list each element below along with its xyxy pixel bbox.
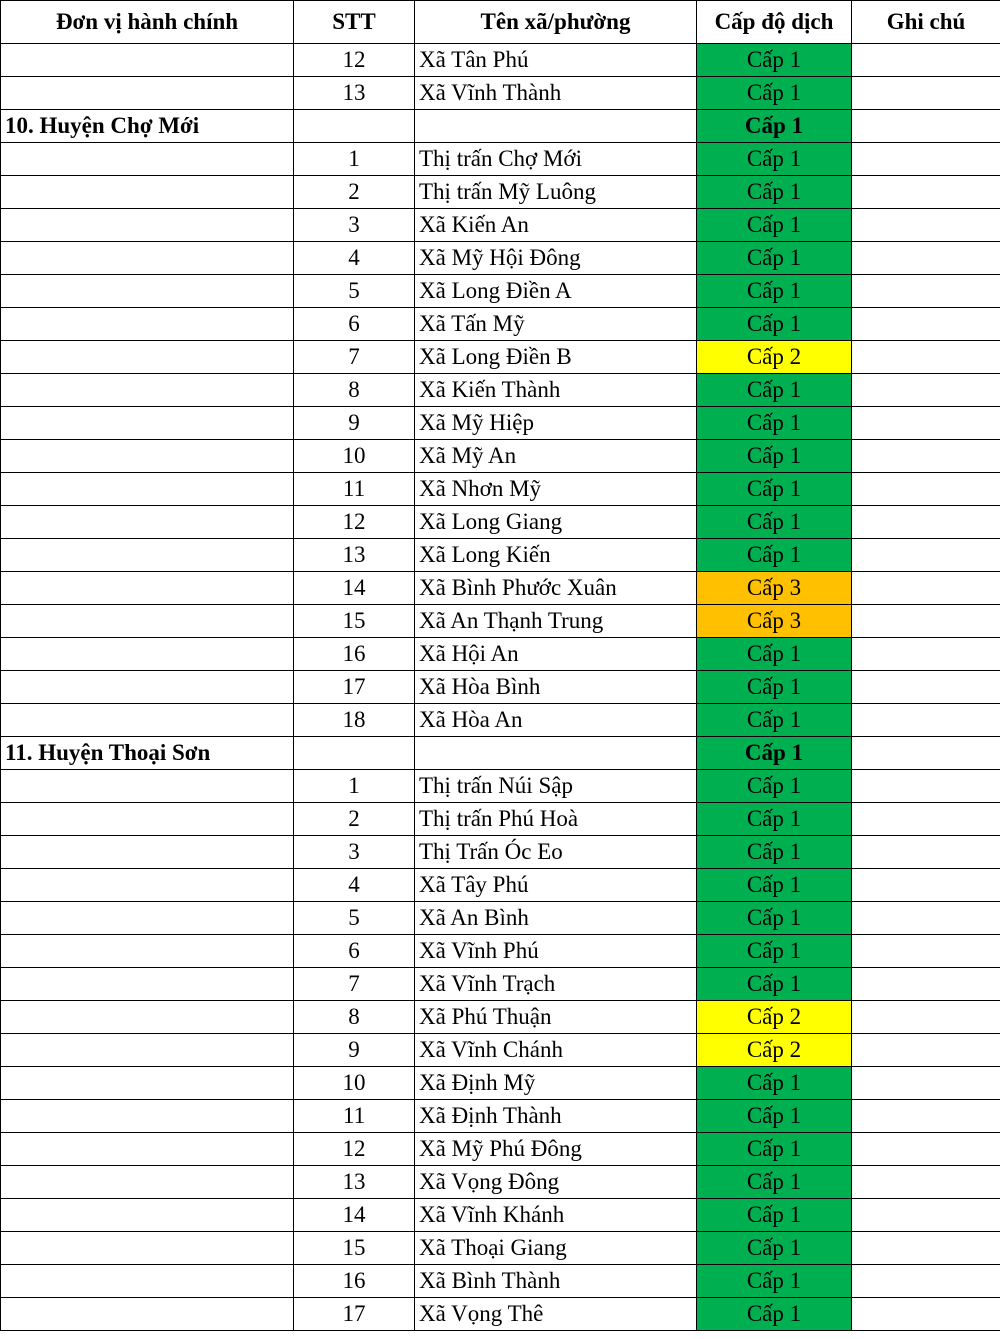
name-cell	[415, 110, 697, 143]
unit-cell	[1, 638, 294, 671]
name-cell	[415, 737, 697, 770]
level-cell: Cấp 1	[697, 902, 852, 935]
table-row	[1, 1100, 1000, 1133]
unit-cell	[1, 605, 294, 638]
stt-cell: 7	[294, 968, 415, 1001]
unit-cell: 10. Huyện Chợ Mới	[1, 110, 294, 143]
header-stt: STT	[294, 1, 415, 44]
stt-cell	[294, 110, 415, 143]
unit-cell	[1, 1199, 294, 1232]
name-cell: Xã Vĩnh Chánh	[415, 1034, 697, 1067]
table-body	[1, 44, 1000, 1331]
name-cell: Xã An Thạnh Trung	[415, 605, 697, 638]
note-cell	[852, 770, 1000, 803]
unit-cell	[1, 407, 294, 440]
stt-cell: 1	[294, 143, 415, 176]
note-cell	[852, 275, 1000, 308]
level-cell: Cấp 1	[697, 803, 852, 836]
unit-cell	[1, 539, 294, 572]
unit-cell	[1, 44, 294, 77]
table-row	[1, 836, 1000, 869]
table-row	[1, 341, 1000, 374]
level-cell: Cấp 1	[697, 1067, 852, 1100]
level-cell: Cấp 1	[697, 770, 852, 803]
name-cell: Xã Tấn Mỹ	[415, 308, 697, 341]
table-row	[1, 902, 1000, 935]
level-cell: Cấp 3	[697, 572, 852, 605]
name-cell: Xã Định Thành	[415, 1100, 697, 1133]
unit-cell	[1, 275, 294, 308]
table-row	[1, 605, 1000, 638]
note-cell	[852, 968, 1000, 1001]
note-cell	[852, 1100, 1000, 1133]
table-row	[1, 1298, 1000, 1331]
name-cell: Thị trấn Phú Hoà	[415, 803, 697, 836]
stt-cell: 13	[294, 77, 415, 110]
name-cell: Thị trấn Mỹ Luông	[415, 176, 697, 209]
note-cell	[852, 143, 1000, 176]
note-cell	[852, 638, 1000, 671]
stt-cell: 16	[294, 638, 415, 671]
level-cell: Cấp 1	[697, 1232, 852, 1265]
note-cell	[852, 1199, 1000, 1232]
unit-cell	[1, 1265, 294, 1298]
level-cell: Cấp 2	[697, 1001, 852, 1034]
header-note: Ghi chú	[852, 1, 1000, 44]
unit-cell	[1, 308, 294, 341]
note-cell	[852, 572, 1000, 605]
level-cell: Cấp 1	[697, 473, 852, 506]
stt-cell: 4	[294, 242, 415, 275]
name-cell: Xã Vĩnh Trạch	[415, 968, 697, 1001]
table-row	[1, 1067, 1000, 1100]
unit-cell	[1, 935, 294, 968]
level-cell: Cấp 1	[697, 44, 852, 77]
level-cell: Cấp 1	[697, 374, 852, 407]
note-cell	[852, 110, 1000, 143]
stt-cell: 9	[294, 407, 415, 440]
name-cell: Thị Trấn Óc Eo	[415, 836, 697, 869]
unit-cell	[1, 836, 294, 869]
note-cell	[852, 374, 1000, 407]
note-cell	[852, 1265, 1000, 1298]
name-cell: Xã Tân Phú	[415, 44, 697, 77]
level-cell: Cấp 1	[697, 1133, 852, 1166]
level-cell: Cấp 1	[697, 77, 852, 110]
unit-cell	[1, 1034, 294, 1067]
note-cell	[852, 671, 1000, 704]
stt-cell: 14	[294, 1199, 415, 1232]
level-cell: Cấp 1	[697, 638, 852, 671]
table-row	[1, 407, 1000, 440]
note-cell	[852, 77, 1000, 110]
stt-cell: 3	[294, 836, 415, 869]
note-cell	[852, 605, 1000, 638]
table-row	[1, 275, 1000, 308]
level-cell: Cấp 2	[697, 341, 852, 374]
group-row	[1, 737, 1000, 770]
name-cell: Thị trấn Núi Sập	[415, 770, 697, 803]
header-unit: Đơn vị hành chính	[1, 1, 294, 44]
stt-cell: 17	[294, 671, 415, 704]
group-row	[1, 110, 1000, 143]
unit-cell	[1, 869, 294, 902]
unit-cell	[1, 1166, 294, 1199]
unit-cell	[1, 572, 294, 605]
level-cell: Cấp 1	[697, 935, 852, 968]
stt-cell: 13	[294, 1166, 415, 1199]
unit-cell	[1, 77, 294, 110]
unit-cell	[1, 473, 294, 506]
name-cell: Xã Kiến An	[415, 209, 697, 242]
unit-cell	[1, 1298, 294, 1331]
table-row	[1, 308, 1000, 341]
stt-cell: 12	[294, 1133, 415, 1166]
stt-cell: 5	[294, 902, 415, 935]
level-cell: Cấp 3	[697, 605, 852, 638]
name-cell: Xã Hội An	[415, 638, 697, 671]
table-row	[1, 77, 1000, 110]
note-cell	[852, 539, 1000, 572]
unit-cell	[1, 968, 294, 1001]
note-cell	[852, 1232, 1000, 1265]
table-row	[1, 935, 1000, 968]
table-row	[1, 176, 1000, 209]
note-cell	[852, 1067, 1000, 1100]
table-row	[1, 1232, 1000, 1265]
note-cell	[852, 176, 1000, 209]
header-name: Tên xã/phường	[415, 1, 697, 44]
name-cell: Xã Vĩnh Thành	[415, 77, 697, 110]
level-cell: Cấp 1	[697, 737, 852, 770]
level-cell: Cấp 1	[697, 836, 852, 869]
table-row	[1, 572, 1000, 605]
note-cell	[852, 341, 1000, 374]
table-row	[1, 1001, 1000, 1034]
table-row	[1, 770, 1000, 803]
name-cell: Xã Vọng Thê	[415, 1298, 697, 1331]
name-cell: Xã Vọng Đông	[415, 1166, 697, 1199]
note-cell	[852, 1166, 1000, 1199]
name-cell: Xã Phú Thuận	[415, 1001, 697, 1034]
unit-cell	[1, 374, 294, 407]
level-cell: Cấp 1	[697, 110, 852, 143]
stt-cell: 7	[294, 341, 415, 374]
stt-cell: 8	[294, 1001, 415, 1034]
stt-cell: 5	[294, 275, 415, 308]
table-row	[1, 242, 1000, 275]
table-row	[1, 704, 1000, 737]
table-row	[1, 671, 1000, 704]
stt-cell: 6	[294, 308, 415, 341]
note-cell	[852, 902, 1000, 935]
stt-cell: 8	[294, 374, 415, 407]
level-cell: Cấp 1	[697, 275, 852, 308]
level-cell: Cấp 1	[697, 308, 852, 341]
table-row	[1, 869, 1000, 902]
level-cell: Cấp 1	[697, 1100, 852, 1133]
table-row	[1, 1133, 1000, 1166]
stt-cell: 1	[294, 770, 415, 803]
note-cell	[852, 407, 1000, 440]
table-row	[1, 440, 1000, 473]
note-cell	[852, 473, 1000, 506]
name-cell: Xã Hòa Bình	[415, 671, 697, 704]
table-row	[1, 1034, 1000, 1067]
table-row	[1, 143, 1000, 176]
stt-cell: 18	[294, 704, 415, 737]
unit-cell	[1, 704, 294, 737]
name-cell: Xã Long Giang	[415, 506, 697, 539]
note-cell	[852, 440, 1000, 473]
note-cell	[852, 935, 1000, 968]
unit-cell	[1, 1232, 294, 1265]
table-row	[1, 1166, 1000, 1199]
table-row	[1, 374, 1000, 407]
note-cell	[852, 1001, 1000, 1034]
note-cell	[852, 869, 1000, 902]
note-cell	[852, 242, 1000, 275]
level-cell: Cấp 1	[697, 1199, 852, 1232]
stt-cell: 17	[294, 1298, 415, 1331]
unit-cell	[1, 1067, 294, 1100]
unit-cell	[1, 440, 294, 473]
stt-cell: 6	[294, 935, 415, 968]
stt-cell: 3	[294, 209, 415, 242]
level-cell: Cấp 1	[697, 506, 852, 539]
unit-cell	[1, 902, 294, 935]
name-cell: Xã Mỹ Phú Đông	[415, 1133, 697, 1166]
name-cell: Xã Hòa An	[415, 704, 697, 737]
level-cell: Cấp 1	[697, 440, 852, 473]
name-cell: Xã Vĩnh Phú	[415, 935, 697, 968]
name-cell: Thị trấn Chợ Mới	[415, 143, 697, 176]
level-cell: Cấp 1	[697, 869, 852, 902]
name-cell: Xã Bình Thành	[415, 1265, 697, 1298]
stt-cell: 2	[294, 176, 415, 209]
name-cell: Xã Bình Phước Xuân	[415, 572, 697, 605]
name-cell: Xã Kiến Thành	[415, 374, 697, 407]
note-cell	[852, 1133, 1000, 1166]
level-cell: Cấp 1	[697, 1265, 852, 1298]
header-level: Cấp độ dịch	[697, 1, 852, 44]
stt-cell: 10	[294, 1067, 415, 1100]
note-cell	[852, 803, 1000, 836]
table-row	[1, 1265, 1000, 1298]
stt-cell: 9	[294, 1034, 415, 1067]
level-cell: Cấp 1	[697, 143, 852, 176]
unit-cell: 11. Huyện Thoại Sơn	[1, 737, 294, 770]
unit-cell	[1, 671, 294, 704]
name-cell: Xã Nhơn Mỹ	[415, 473, 697, 506]
note-cell	[852, 209, 1000, 242]
stt-cell: 13	[294, 539, 415, 572]
unit-cell	[1, 341, 294, 374]
table-row	[1, 209, 1000, 242]
name-cell: Xã Vĩnh Khánh	[415, 1199, 697, 1232]
unit-cell	[1, 1100, 294, 1133]
name-cell: Xã Mỹ An	[415, 440, 697, 473]
stt-cell: 14	[294, 572, 415, 605]
table-row	[1, 44, 1000, 77]
note-cell	[852, 506, 1000, 539]
name-cell: Xã Long Điền B	[415, 341, 697, 374]
level-cell: Cấp 1	[697, 209, 852, 242]
stt-cell: 15	[294, 1232, 415, 1265]
table-row	[1, 539, 1000, 572]
table-header	[1, 1, 1000, 44]
level-cell: Cấp 1	[697, 1166, 852, 1199]
level-cell: Cấp 1	[697, 1298, 852, 1331]
level-cell: Cấp 1	[697, 407, 852, 440]
level-cell: Cấp 1	[697, 968, 852, 1001]
unit-cell	[1, 209, 294, 242]
header-row	[1, 1, 1000, 44]
level-cell: Cấp 1	[697, 176, 852, 209]
note-cell	[852, 1298, 1000, 1331]
name-cell: Xã An Bình	[415, 902, 697, 935]
note-cell	[852, 308, 1000, 341]
table-row	[1, 1199, 1000, 1232]
note-cell	[852, 737, 1000, 770]
unit-cell	[1, 176, 294, 209]
stt-cell: 11	[294, 1100, 415, 1133]
note-cell	[852, 836, 1000, 869]
unit-cell	[1, 803, 294, 836]
level-cell: Cấp 1	[697, 671, 852, 704]
unit-cell	[1, 242, 294, 275]
stt-cell: 10	[294, 440, 415, 473]
name-cell: Xã Long Kiến	[415, 539, 697, 572]
unit-cell	[1, 1001, 294, 1034]
stt-cell: 16	[294, 1265, 415, 1298]
table-row	[1, 473, 1000, 506]
table-row	[1, 968, 1000, 1001]
name-cell: Xã Tây Phú	[415, 869, 697, 902]
stt-cell: 15	[294, 605, 415, 638]
note-cell	[852, 44, 1000, 77]
stt-cell	[294, 737, 415, 770]
name-cell: Xã Mỹ Hiệp	[415, 407, 697, 440]
table-row	[1, 506, 1000, 539]
level-cell: Cấp 2	[697, 1034, 852, 1067]
table-row	[1, 638, 1000, 671]
level-cell: Cấp 1	[697, 242, 852, 275]
unit-cell	[1, 770, 294, 803]
stt-cell: 4	[294, 869, 415, 902]
stt-cell: 2	[294, 803, 415, 836]
stt-cell: 12	[294, 44, 415, 77]
unit-cell	[1, 506, 294, 539]
name-cell: Xã Thoại Giang	[415, 1232, 697, 1265]
name-cell: Xã Long Điền A	[415, 275, 697, 308]
note-cell	[852, 1034, 1000, 1067]
note-cell	[852, 704, 1000, 737]
table-row	[1, 803, 1000, 836]
stt-cell: 12	[294, 506, 415, 539]
level-cell: Cấp 1	[697, 539, 852, 572]
unit-cell	[1, 143, 294, 176]
unit-cell	[1, 1133, 294, 1166]
stt-cell: 11	[294, 473, 415, 506]
name-cell: Xã Định Mỹ	[415, 1067, 697, 1100]
name-cell: Xã Mỹ Hội Đông	[415, 242, 697, 275]
level-cell: Cấp 1	[697, 704, 852, 737]
